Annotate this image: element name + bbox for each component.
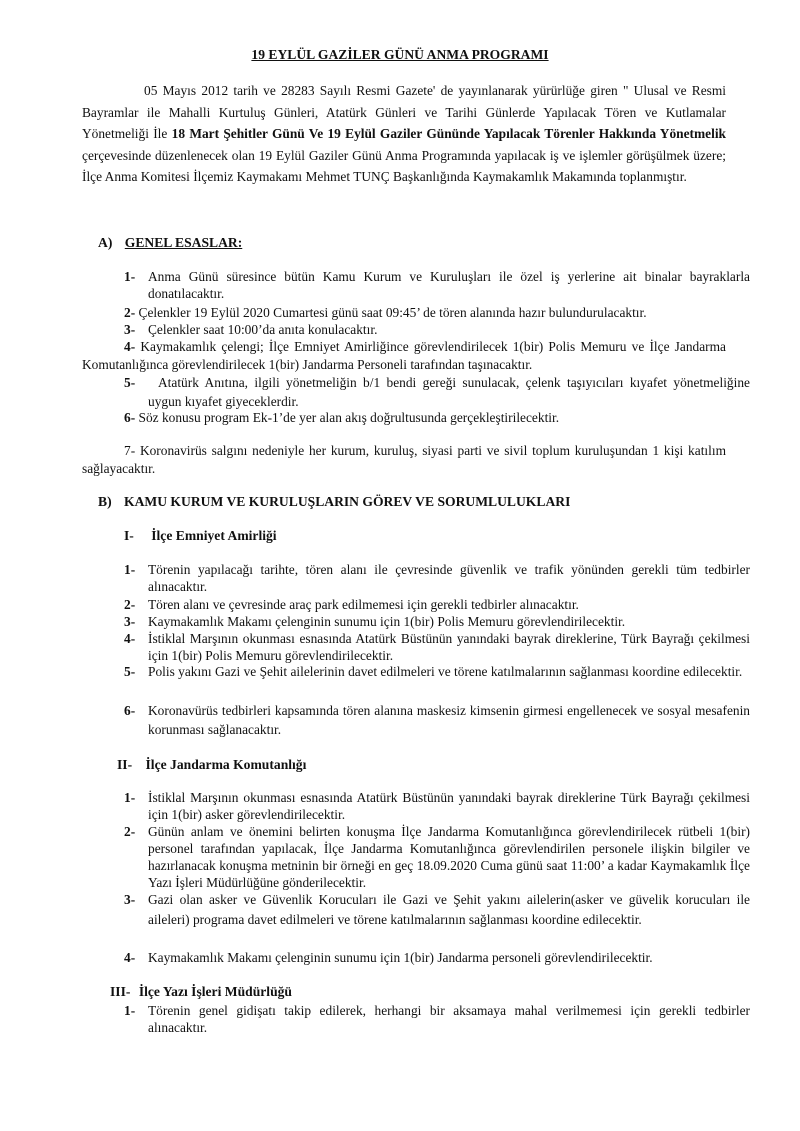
item-number: 1- [124,269,136,284]
section-a-item-7 [82,442,726,477]
item-number: 1- [124,562,136,577]
sub1-item-5 [124,662,750,681]
item-text: Gazi olan asker ve Güvenlik Korucuları ile Gazi ve Şehit yakını ailelerin(asker ve güvelik korucuları ile aileleri) programa davet edilmeleri ve törene katılmalarının sağlanması koordine edilecektir. [148,892,750,927]
section-a-item-3 [124,321,726,338]
item-text: Çelenkler saat 10:00’da anıta konulacaktır. [148,322,378,337]
subsection-1-label: İlçe Emniyet Amirliği [151,528,277,543]
subsection-1-roman: I- [124,528,134,543]
section-a-item-5 [124,373,750,411]
item-number: 3- [124,614,136,629]
item-text: Koronavürüs tedbirleri kapsamında tören alanına maskesiz kimsenin girmesi engellenecek ve sosyal mesafenin korunması sağlanacaktır. [148,703,750,737]
subsection-3-heading [110,984,292,1000]
item-text: İstiklal Marşının okunması esnasında Atatürk Büstünün yanındaki bayrak direklerine, Türk Bayrağı çekilmesi için 1(bir) Polis Memuru görevlendirilecektir. [148,631,750,663]
item-text: İstiklal Marşının okunması esnasında Atatürk Büstünün yanındaki bayrak direklerine Türk Bayrağı çekilmesi için 1(bir) asker görevlendirilecektir. [148,790,750,822]
item-text: Kaymakamlık Makamı çelenginin sunumu için 1(bir) Jandarma personeli görevlendirilecektir. [148,950,653,965]
item-number: 3- [124,322,136,337]
item-text: Çelenkler 19 Eylül 2020 Cumartesi günü saat 09:45’ de tören alanında hazır bulundurulacaktır. [138,305,647,320]
item-number: 2- [124,824,136,839]
sub1-item-6 [124,701,750,739]
item-text: Kaymakamlık çelengi; İlçe Emniyet Amirliğince görevlendirilecek 1(bir) Polis Memuru ve İlçe Jandarma Komutanlığınca görevlendirilecek 1(bir) Jandarma Personeli tarafından taşınacaktır. [82,339,726,372]
sub1-item-3 [124,613,750,630]
item-number: 2- [124,305,136,320]
item-number: 5- [124,375,136,390]
sub2-item-3 [124,890,750,929]
sub1-item-4 [124,630,750,664]
document-title: 19 EYLÜL GAZİLER GÜNÜ ANMA PROGRAMI [251,47,549,62]
item-text: Günün anlam ve önemini belirten konuşma İlçe Jandarma Komutanlığınca görevlendirilecek rütbeli 1(bir) personel tarafından yapılacak, İlçe Jandarma Komutanlığınca görevlendirilen personele ilişkin bilgiler ve hazırlanacak konuşma metninin bir örneği en geç 18.09.2020 Cuma günü saat 11:00’ a kadar Kaymakamlık İlçe Yazı İşleri Müdürlüğüne gönderilecektir. [148,824,750,890]
section-a-label: GENEL ESASLAR: [124,235,243,250]
item-number: 4- [124,631,136,646]
intro-text-2: çerçevesinde düzenlenecek olan 19 Eylül Gaziler Günü Anma Programında yapılacak iş ve işlemler görüşülmek üzere; İlçe Anma Komitesi İlçemiz Kaymakamı Mehmet TUNÇ Başkanlığında Kaymakamlık Makamında toplanmıştır. [82,147,726,185]
item-number: 1- [124,790,136,805]
subsection-2-heading [117,757,306,773]
section-a-item-4 [82,338,726,373]
section-a-item-1 [124,268,750,302]
item-text: Kaymakamlık Makamı çelenginin sunumu için 1(bir) Polis Memuru görevlendirilecektir. [148,614,626,629]
section-b-heading [98,494,570,510]
sub2-item-1 [124,789,750,823]
item-text: Söz konusu program Ek-1’de yer alan akış doğrultusunda gerçekleştirilecektir. [138,410,560,425]
intro-text-1: 05 Mayıs 2012 tarih ve 28283 Sayılı Resmi Gazete' de yayınlanarak yürürlüğe giren " Ulusal ve Resmi Bayramlar ile Mahalli Kurtuluş Günleri, Atatürk Günleri ve Tarihi Günlerde Yapılacak Tören ve Kutlamalar Yönetmeliği İle [82,83,726,142]
item-number: 2- [124,597,136,612]
item-text: Atatürk Anıtına, ilgili yönetmeliğin b/1 bendi gereği sunulacak, çelenk taşıyıcıları kıyafet yönetmeliğine uygun kıyafet giyeceklerdir. [148,375,750,409]
sub1-item-1 [124,561,750,595]
subsection-3-roman: III- [110,984,131,999]
item-number: 7- [124,443,136,458]
sub1-item-2 [124,596,750,613]
subsection-2-roman: II- [117,757,133,772]
section-a-letter: A) [98,235,113,250]
item-number: 4- [124,339,136,354]
item-number: 4- [124,950,136,965]
sub3-item-1 [124,1002,750,1036]
sub2-item-2 [124,823,750,891]
subsection-2-label: İlçe Jandarma Komutanlığı [145,757,307,772]
subsection-3-label: İlçe Yazı İşleri Müdürlüğü [138,984,292,999]
item-text: Törenin genel gidişatı takip edilerek, herhangi bir aksamaya mahal verilmemesi için gerekli tedbirler alınacaktır. [148,1003,750,1035]
subsection-1-heading [124,528,277,544]
section-a-item-2 [124,304,726,321]
sub2-item-4 [124,949,750,966]
item-number: 6- [124,703,136,718]
item-text: Polis yakını Gazi ve Şehit ailelerinin davet edilmeleri ve törene katılmalarının sağlanması koordine edilecektir. [148,664,743,679]
section-b-label: KAMU KURUM VE KURULUŞLARIN GÖREV VE SORUMLULUKLARI [124,494,571,509]
item-number: 6- [124,410,136,425]
section-b-letter: B) [98,494,112,509]
intro-bold-regulation: 18 Mart Şehitler Günü Ve 19 Eylül Gaziler Gününde Yapılacak Törenler Hakkında Yönetmelik [171,126,726,142]
item-text: Koronavirüs salgını nedeniyle her kurum, kuruluş, siyasi parti ve sivil toplum kuruluşundan 1 kişi katılım sağlayacaktır. [82,443,726,476]
section-a-item-6 [124,409,726,426]
section-a-heading [98,235,242,251]
item-text: Törenin yapılacağı tarihte, tören alanı ile çevresinde güvenlik ve trafik yönünden gerekli tüm tedbirler alınacaktır. [148,562,750,594]
item-number: 5- [124,664,136,679]
item-text: Anma Günü süresince bütün Kamu Kurum ve Kuruluşları ile özel iş yerlerine ait binalar bayraklarla donatılacaktır. [148,269,750,301]
item-text: Tören alanı ve çevresinde araç park edilmemesi için gerekli tedbirler alınacaktır. [148,597,579,612]
item-number: 1- [124,1003,136,1018]
intro-paragraph [82,80,726,188]
item-number: 3- [124,892,136,907]
